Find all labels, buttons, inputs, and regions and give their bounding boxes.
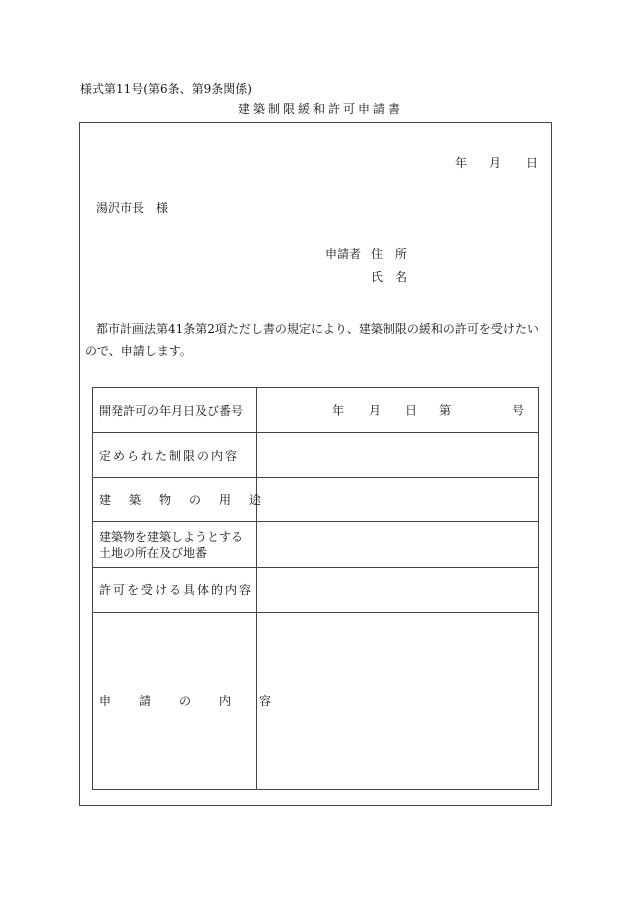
application-statement: 都市計画法第41条第2項ただし書の規定により、建築制限の緩和の許可を受けたいので、申請します。 — [85, 322, 539, 358]
addressee: 湯沢市長 様 — [96, 201, 169, 215]
date-day-label: 日 — [526, 156, 539, 170]
table-row — [93, 433, 539, 478]
permit-day-label: 日 — [405, 403, 418, 418]
row-label-restriction-content: 定められた制限の内容 — [93, 433, 257, 478]
date-year-label: 年 — [455, 156, 468, 170]
table-row — [93, 388, 539, 433]
permit-number-suffix: 号 — [512, 403, 525, 418]
applicant-name-label: 氏 名 — [371, 270, 408, 284]
table-row — [93, 522, 539, 568]
land-location-label-line1: 建築物を建築しようとする — [99, 529, 244, 544]
row-label-building-use: 建築物の用途 — [93, 478, 257, 522]
permit-year-label: 年 — [332, 403, 345, 418]
row-label-specific-content: 許可を受ける具体的内容 — [93, 568, 257, 612]
applicant-address-label: 住 所 — [371, 247, 408, 261]
date-month-label: 月 — [489, 156, 502, 170]
application-table — [92, 387, 539, 790]
restriction-content-field[interactable] — [257, 433, 539, 478]
table-row — [93, 568, 539, 612]
table-row — [93, 478, 539, 522]
row-label-application-content: 申請の内容 — [93, 612, 257, 789]
row-label-permit-date-number: 開発許可の年月日及び番号 — [93, 388, 257, 433]
applicant-label: 申請者 — [325, 247, 362, 261]
form-number: 様式第11号(第6条、第9条関係) — [80, 82, 252, 96]
table-row — [93, 612, 539, 789]
permit-month-label: 月 — [369, 403, 382, 418]
row-label-land-location — [93, 522, 257, 568]
land-location-field[interactable] — [257, 522, 539, 568]
document-title: 建築制限緩和許可申請書 — [238, 102, 404, 116]
building-use-field[interactable] — [257, 478, 539, 522]
land-location-label-line2: 土地の所在及び地番 — [99, 545, 208, 560]
specific-content-field[interactable] — [257, 568, 539, 612]
permit-date-number-field[interactable] — [257, 388, 539, 433]
permit-number-prefix: 第 — [439, 403, 452, 418]
